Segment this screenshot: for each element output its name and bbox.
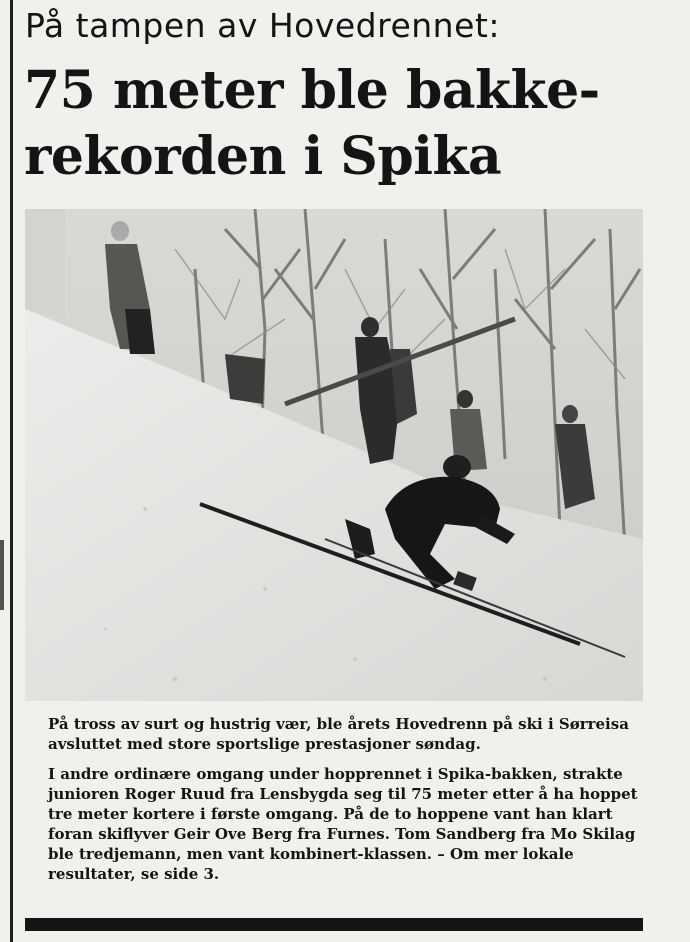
- kicker: På tampen av Hovedrennet:: [25, 6, 500, 45]
- headline: [24, 58, 664, 190]
- caption-lead: På tross av surt og hustrig vær, ble årets Hovedrenn på ski i Sørreisa avsluttet med store sportslige prestasjoner søndag.: [48, 715, 629, 753]
- ski-jumper-photo: [25, 209, 643, 701]
- caption: [48, 714, 648, 884]
- page-edge-mark: [0, 540, 4, 610]
- headline-line-1: 75 meter ble bakke-: [24, 60, 600, 121]
- bottom-rule: [25, 918, 643, 931]
- news-photo: [25, 209, 643, 701]
- headline-line-2: rekorden i Spika: [24, 126, 502, 187]
- column-rule: [10, 0, 13, 942]
- caption-body: I andre ordinære omgang under hopprennet i Spika-bakken, strakte junioren Roger Ruud fra Lensbygda seg til 75 meter etter å ha hoppet tre meter kortere i første omgang. På de to hoppene vant han klart foran skiflyver Geir Ove Berg fra Furnes. Tom Sandberg fra Mo Skilag ble tredjemann, men vant kombinert-klassen. – Om mer lokale resultater, se side 3.: [48, 765, 638, 883]
